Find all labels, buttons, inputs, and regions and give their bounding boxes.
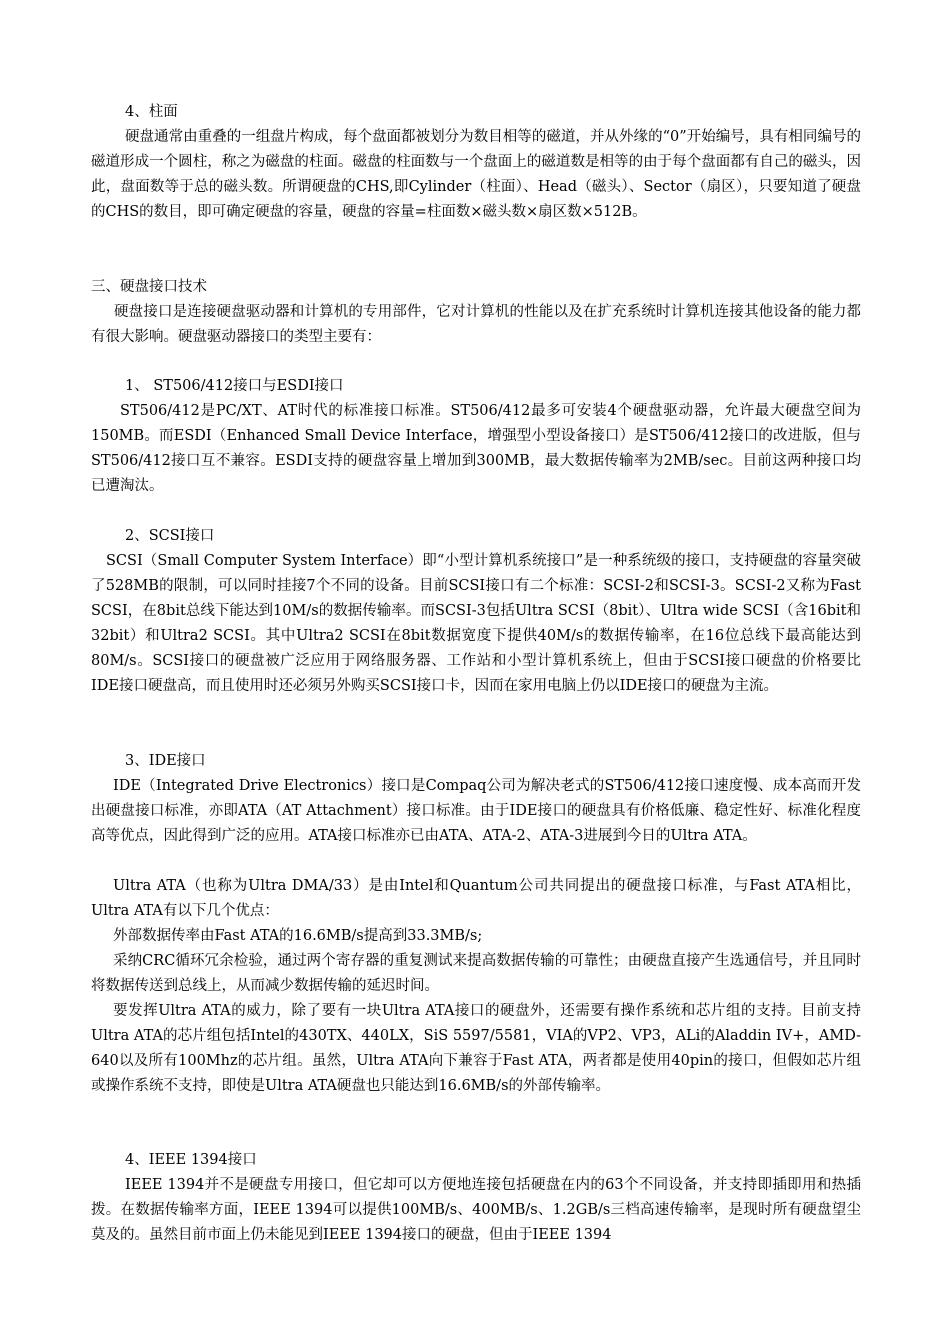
paragraph-ide-5: 要发挥Ultra ATA的威力，除了要有一块Ultra ATA接口的硬盘外，还需要有操作系统和芯片组的支持。目前支持Ultra ATA的芯片组包括Intel的430TX、440LX，SiS 5597/5581，VIA的VP2、VP3，ALi的Aladdin IV+，AMD-640以及所有100Mhz的芯片组。虽然，Ultra ATA向下兼容于Fast ATA，两者都是使用40pin的接口，但假如芯片组或操作系统不支持，即使是Ultra ATA硬盘也只能达到16.6MB/s的外部传输率。 (91, 1003, 861, 1094)
paragraph-scsi: SCSI（Small Computer System Interface）即“小型计算机系统接口”是一种系统级的接口，支持硬盘的容量突破了528MB的限制，可以同时挂接7个不同的设备。目前SCSI接口有二个标准：SCSI-2和SCSI-3。SCSI-2又称为Fast SCSI，在8bit总线下能达到10M/s的数据传输率。而SCSI-3包括Ultra SCSI（8bit）、Ultra wide SCSI（含16bit和32bit）和Ultra2 SCSI。其中Ultra2 SCSI在8bit数据宽度下提供40M/s的数据传输率，在16位总线下最高能达到80M/s。SCSI接口的硬盘被广泛应用于网络服务器、工作站和小型计算机系统上，但由于SCSI接口硬盘的价格要比IDE接口硬盘高，而且使用时还必须另外购买SCSI接口卡，因而在家用电脑上仍以IDE接口的硬盘为主流。 (91, 553, 861, 694)
paragraph-ieee1394: IEEE 1394并不是硬盘专用接口，但它却可以方便地连接包括硬盘在内的63个不同设备，并支持即插即用和热插拨。在数据传输率方面，IEEE 1394可以提供100MB/s、400MB/s、1.2GB/s三档高速传输率，是现时所有硬盘望尘莫及的。虽然目前市面上仍未能见到IEEE 1394接口的硬盘，但由于IEEE 1394 (91, 1177, 861, 1243)
paragraph-st506: ST506/412是PC/XT、AT时代的标准接口标准。ST506/412最多可安装4个硬盘驱动器，允许最大硬盘空间为150MB。而ESDI（Enhanced Small Device Interface，增强型小型设备接口）是ST506/412接口的改进版，但与ST506/412接口互不兼容。ESDI支持的硬盘容量上增加到300MB，最大数据传输率为2MB/sec。目前这两种接口均已遭淘汰。 (91, 403, 861, 494)
section-heading-interface: 三、硬盘接口技术 (91, 279, 207, 295)
paragraph-ide-3: 外部数据传率由Fast ATA的16.6MB/s提高到33.3MB/s; (113, 928, 483, 944)
section-heading-ide: 3、IDE接口 (125, 753, 206, 769)
section-heading-ieee1394: 4、IEEE 1394接口 (125, 1152, 257, 1168)
section-heading-scsi: 2、SCSI接口 (125, 528, 215, 544)
paragraph-ide-2: Ultra ATA（也称为Ultra DMA/33）是由Intel和Quantum公司共同提出的硬盘接口标准，与Fast ATA相比，Ultra ATA有以下几个优点： (91, 878, 861, 919)
paragraph-ide-1: IDE（Integrated Drive Electronics）接口是Compaq公司为解决老式的ST506/412接口速度慢、成本高而开发出硬盘接口标准，亦即ATA（AT Attachment）接口标准。由于IDE接口的硬盘具有价格低廉、稳定性好、标准化程度高等优点，因此得到广泛的应用。ATA接口标准亦已由ATA、ATA-2、ATA-3进展到今日的Ultra ATA。 (91, 778, 861, 844)
paragraph-cylinder: 硬盘通常由重叠的一组盘片构成，每个盘面都被划分为数目相等的磁道，并从外缘的“0”开始编号，具有相同编号的磁道形成一个圆柱，称之为磁盘的柱面。磁盘的柱面数与一个盘面上的磁道数是相等的由于每个盘面都有自己的磁头，因此，盘面数等于总的磁头数。所谓硬盘的CHS,即Cylinder（柱面）、Head（磁头）、Sector（扇区），只要知道了硬盘的CHS的数目，即可确定硬盘的容量，硬盘的容量=柱面数×磁头数×扇区数×512B。 (91, 129, 861, 220)
paragraph-interface-intro: 硬盘接口是连接硬盘驱动器和计算机的专用部件，它对计算机的性能以及在扩充系统时计算机连接其他设备的能力都有很大影响。硬盘驱动器接口的类型主要有： (91, 304, 861, 345)
paragraph-ide-4: 采纳CRC循环冗余检验，通过两个寄存器的重复测试来提高数据传输的可靠性；由硬盘直接产生选通信号，并且同时将数据传送到总线上，从而减少数据传输的延迟时间。 (91, 953, 861, 994)
section-heading-cylinder: 4、柱面 (125, 104, 178, 120)
section-heading-st506: 1、 ST506/412接口与ESDI接口 (125, 378, 344, 394)
